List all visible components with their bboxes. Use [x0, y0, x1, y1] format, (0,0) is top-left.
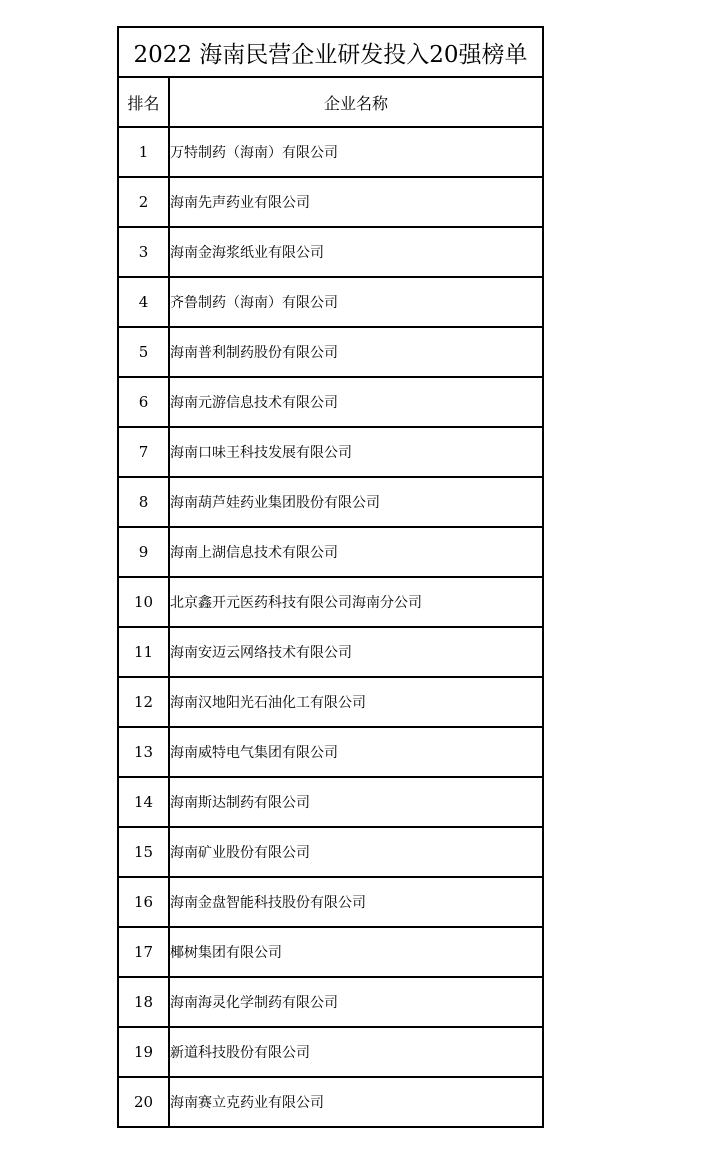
- company-name-cell: 海南普利制药股份有限公司: [169, 327, 543, 377]
- rank-cell: 12: [118, 677, 169, 727]
- company-name-cell: 海南金盘智能科技股份有限公司: [169, 877, 543, 927]
- company-name-cell: 海南赛立克药业有限公司: [169, 1077, 543, 1127]
- rank-cell: 20: [118, 1077, 169, 1127]
- title-row: [118, 27, 543, 77]
- table-row: [118, 777, 543, 827]
- rank-cell: 14: [118, 777, 169, 827]
- rank-cell: 16: [118, 877, 169, 927]
- rank-cell: 10: [118, 577, 169, 627]
- company-name-cell: 万特制药（海南）有限公司: [169, 127, 543, 177]
- table-row: [118, 877, 543, 927]
- rank-cell: 11: [118, 627, 169, 677]
- rank-cell: 18: [118, 977, 169, 1027]
- ranking-table: [117, 26, 544, 1128]
- company-name-cell: 椰树集团有限公司: [169, 927, 543, 977]
- company-name-cell: 齐鲁制药（海南）有限公司: [169, 277, 543, 327]
- table-row: [118, 1027, 543, 1077]
- company-column-header: 企业名称: [169, 77, 543, 127]
- rank-cell: 7: [118, 427, 169, 477]
- table-row: [118, 127, 543, 177]
- company-name-cell: 海南先声药业有限公司: [169, 177, 543, 227]
- header-row: [118, 77, 543, 127]
- company-name-cell: 海南矿业股份有限公司: [169, 827, 543, 877]
- company-name-cell: 北京鑫开元医药科技有限公司海南分公司: [169, 577, 543, 627]
- rank-cell: 8: [118, 477, 169, 527]
- table-row: [118, 577, 543, 627]
- table-row: [118, 627, 543, 677]
- company-name-cell: 海南金海浆纸业有限公司: [169, 227, 543, 277]
- rank-cell: 17: [118, 927, 169, 977]
- table-row: [118, 377, 543, 427]
- rank-cell: 9: [118, 527, 169, 577]
- company-name-cell: 海南葫芦娃药业集团股份有限公司: [169, 477, 543, 527]
- table-row: [118, 1077, 543, 1127]
- company-name-cell: 海南上湖信息技术有限公司: [169, 527, 543, 577]
- table-row: [118, 677, 543, 727]
- table-row: [118, 177, 543, 227]
- rank-cell: 13: [118, 727, 169, 777]
- rank-cell: 19: [118, 1027, 169, 1077]
- company-name-cell: 海南口味王科技发展有限公司: [169, 427, 543, 477]
- company-name-cell: 海南安迈云网络技术有限公司: [169, 627, 543, 677]
- table-row: [118, 277, 543, 327]
- table-row: [118, 227, 543, 277]
- table-row: [118, 527, 543, 577]
- table-row: [118, 927, 543, 977]
- rank-cell: 4: [118, 277, 169, 327]
- table-title: 2022 海南民营企业研发投入20强榜单: [118, 27, 543, 77]
- company-name-cell: 海南威特电气集团有限公司: [169, 727, 543, 777]
- table-row: [118, 827, 543, 877]
- table-row: [118, 477, 543, 527]
- table-row: [118, 427, 543, 477]
- rank-cell: 1: [118, 127, 169, 177]
- company-name-cell: 海南海灵化学制药有限公司: [169, 977, 543, 1027]
- rank-cell: 6: [118, 377, 169, 427]
- company-name-cell: 新道科技股份有限公司: [169, 1027, 543, 1077]
- rank-cell: 2: [118, 177, 169, 227]
- table-row: [118, 327, 543, 377]
- rank-cell: 3: [118, 227, 169, 277]
- company-name-cell: 海南斯达制药有限公司: [169, 777, 543, 827]
- table-row: [118, 727, 543, 777]
- rank-cell: 5: [118, 327, 169, 377]
- rank-column-header: 排名: [118, 77, 169, 127]
- rank-cell: 15: [118, 827, 169, 877]
- company-name-cell: 海南汉地阳光石油化工有限公司: [169, 677, 543, 727]
- company-name-cell: 海南元游信息技术有限公司: [169, 377, 543, 427]
- table-row: [118, 977, 543, 1027]
